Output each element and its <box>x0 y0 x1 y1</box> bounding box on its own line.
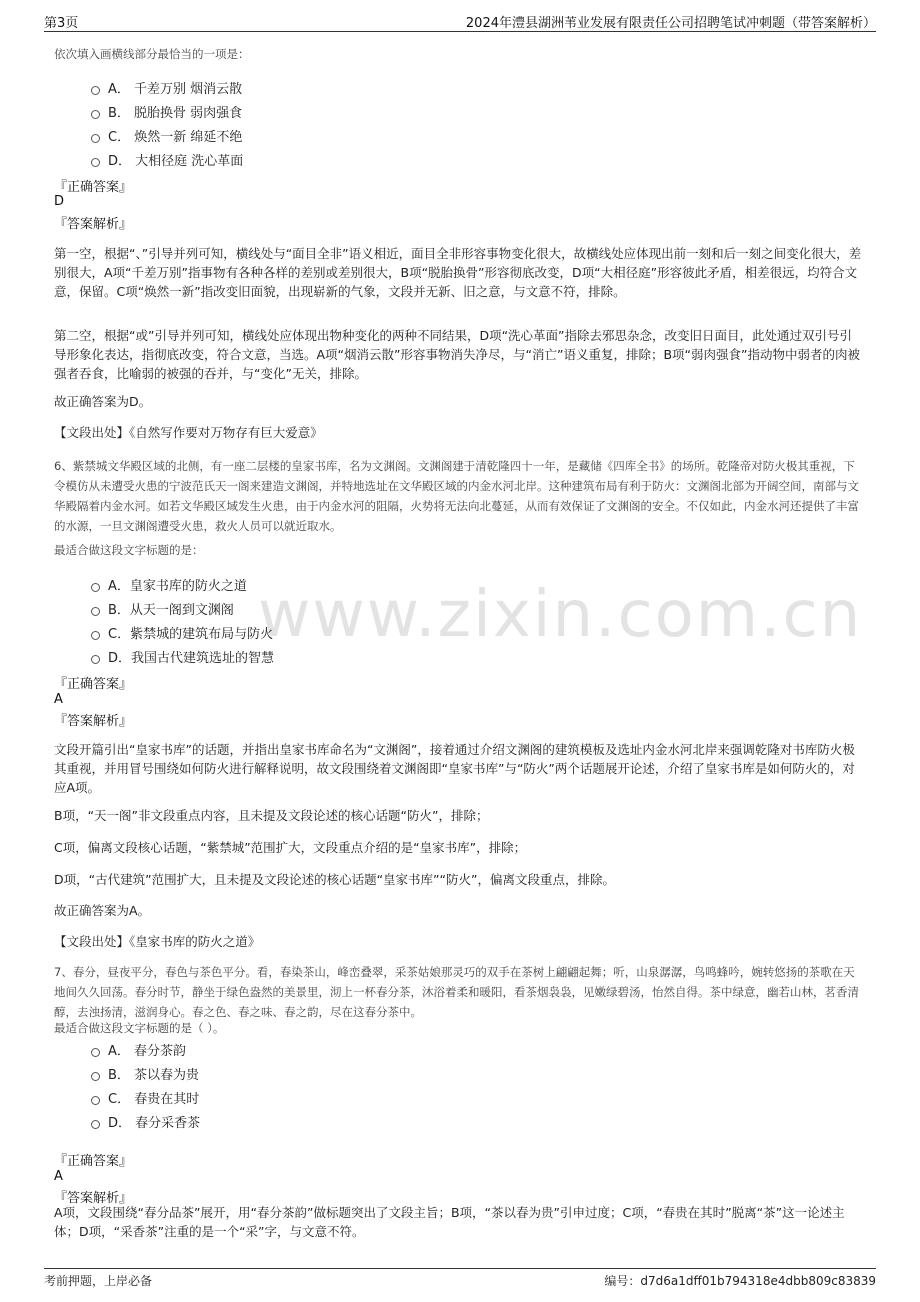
q7-answer-label: 『正确答案』 <box>54 1154 133 1169</box>
q7-option-a[interactable]: A． 春分茶韵 <box>108 1044 187 1059</box>
q7-option-b[interactable]: B． 茶以春为贵 <box>108 1068 200 1083</box>
q7-analysis-p1: A项，文段围绕“春分品茶”展开，用“春分茶韵”做标题突出了文段主旨；B项，“茶以春为贵”引申过度；C项，“春贵在其时”脱离“茶”这一论述主体；D项，“采香茶”注重的是一个“采”字，与文意不符。 <box>54 1205 845 1239</box>
q7-option-b-radio[interactable] <box>91 1072 100 1081</box>
q6-analysis-p2: B项，“天一阁”非文段重点内容，且未提及文段论述的核心话题“防火”，排除； <box>54 808 489 823</box>
q6-source: 【文段出处】《皇家书库的防火之道》 <box>54 934 261 949</box>
q5-analysis-p1: 第一空，根据“、”引导并列可知，横线处与“面目全非”语义相近，面目全非形容事物变化很大，故横线处应体现出前一刻和后一刻之间变化很大，差别很大，A项“千差万别”指事物有各种各样的差别或差别很大，B项“脱胎换骨”形容彻底改变，D项“大相径庭”形容彼此矛盾，相差很远，均符合文意，保留。C项“焕然一新”指改变旧面貌，出现崭新的气象，文段并无新、旧之意，与文意不符，排除。 <box>54 246 862 299</box>
q6-analysis-label: 『答案解析』 <box>54 714 133 729</box>
q5-option-b[interactable]: B． 脱胎换骨 弱肉强食 <box>108 106 243 121</box>
q5-option-d[interactable]: D． 大相径庭 洗心革面 <box>108 154 244 169</box>
q5-option-a-radio[interactable] <box>91 86 100 95</box>
q7-option-c[interactable]: C． 春贵在其时 <box>108 1092 200 1107</box>
q5-source: 【文段出处】《自然写作要对万物存有巨大爱意》 <box>54 425 323 440</box>
q7-answer: A <box>54 1169 63 1184</box>
q5-option-a[interactable]: A． 千差万别 烟消云散 <box>108 82 243 97</box>
watermark: www.zixin.com.cn <box>258 578 863 652</box>
q6-option-d-radio[interactable] <box>91 655 100 664</box>
footer-slogan: 考前押题，上岸必备 <box>44 1274 153 1288</box>
q7-option-d-radio[interactable] <box>91 1120 100 1129</box>
q6-answer-label: 『正确答案』 <box>54 677 133 692</box>
q5-option-d-radio[interactable] <box>91 158 100 167</box>
q6-analysis-p4: D项，“古代建筑”范围扩大，且未提及文段论述的核心话题“皇家书库”“防火”，偏离文段重点，排除。 <box>54 872 615 887</box>
q6-option-b-radio[interactable] <box>91 607 100 616</box>
q7-stem: 7、春分，昼夜平分，春色与茶色平分。看，春染茶山，峰峦叠翠，采茶姑娘那灵巧的双手在茶树上翩翩起舞；听，山泉潺潺，鸟鸣蜂吟，婉转悠扬的茶歌在天地间久久回荡。春分时节，静坐于绿色盎然的美景里，沏上一杯春分茶，沐浴着柔和暖阳，看茶烟袅袅，见嫩绿碧汤，怡然自得。茶中绿意，幽若山林，茗香清醇，去浊扬清，滋润身心。春之色、春之味、春之韵，尽在这春分茶中。 <box>54 965 859 1019</box>
q5-conclusion: 故正确答案为D。 <box>54 394 152 409</box>
q5-prompt: 依次填入画横线部分最恰当的一项是： <box>54 47 250 61</box>
footer-code-value: d7d6a1dff01b794318e4dbb809c83839 <box>640 1274 876 1288</box>
q6-option-c[interactable]: C．紫禁城的建筑布局与防火 <box>108 627 274 642</box>
q5-answer-label: 『正确答案』 <box>54 180 133 195</box>
q7-analysis-label: 『答案解析』 <box>54 1191 133 1206</box>
q7-option-d[interactable]: D． 春分采香茶 <box>108 1116 201 1131</box>
q7-prompt: 最适合做这段文字标题的是（ ）。 <box>54 1021 225 1035</box>
q6-conclusion: 故正确答案为A。 <box>54 903 151 918</box>
q5-option-b-radio[interactable] <box>91 110 100 119</box>
footer-rule <box>44 1268 876 1269</box>
q6-option-d[interactable]: D．我国古代建筑选址的智慧 <box>108 651 275 666</box>
q5-analysis-p2: 第二空，根据“或”引导并列可知，横线处应体现出物种变化的两种不同结果，D项“洗心革面”指除去邪思杂念，改变旧日面目，此处通过双引号引导形象化表达，指彻底改变，符合文意，当选。A项“烟消云散”形容事物消失净尽，与“消亡”语义重复，排除；B项“弱肉强食”指动物中弱者的肉被强者吞食，比喻弱的被强的吞并，与“变化”无关，排除。 <box>54 328 860 381</box>
footer-code <box>604 1272 876 1289</box>
q6-option-a[interactable]: A．皇家书库的防火之道 <box>108 579 247 594</box>
q5-answer: D <box>54 194 65 209</box>
q6-prompt: 最适合做这段文字标题的是： <box>54 543 204 557</box>
q6-stem: 6、紫禁城文华殿区域的北侧，有一座二层楼的皇家书库，名为文渊阁。文渊阁建于清乾隆四十一年，是藏储《四库全书》的场所。乾隆帝对防火极其重视，下令模仿从未遭受火患的宁波范氏天一阁来建造文渊阁，并特地选址在文华殿区域的内金水河北岸。这种建筑布局有利于防火：文渊阁北部为开阔空间，南部与文华殿隔着内金水河。如若文华殿区域发生火患，由于内金水河的阻隔，火势将无法向北蔓延，从而有效保证了文渊阁的安全。不仅如此，内金水河还提供了丰富的水源，一旦文渊阁遭受火患，救火人员可以就近取水。 <box>54 459 859 533</box>
q5-option-c-radio[interactable] <box>91 134 100 143</box>
q6-analysis-p3: C项，偏离文段核心话题，“紫禁城”范围扩大，文段重点介绍的是“皇家书库”，排除； <box>54 840 527 855</box>
q7-option-a-radio[interactable] <box>91 1048 100 1057</box>
footer-code-label: 编号： <box>604 1274 641 1288</box>
document-title: 2024年澧县湖洲苇业发展有限责任公司招聘笔试冲刺题（带答案解析） <box>465 16 876 31</box>
q6-answer: A <box>54 692 63 707</box>
header-rule <box>44 31 876 32</box>
q6-option-b[interactable]: B．从天一阁到文渊阁 <box>108 603 234 618</box>
page-number: 第3页 <box>44 16 79 31</box>
q6-option-a-radio[interactable] <box>91 583 100 592</box>
q6-analysis-p1: 文段开篇引出“皇家书库”的话题，并指出皇家书库命名为“文渊阁”，接着通过介绍文渊阁的建筑模板及选址内金水河北岸来强调乾隆对书库防火极其重视，并用冒号围绕如何防火进行解释说明，故文段围绕着文渊阁即“皇家书库”与“防火”两个话题展开论述，介绍了皇家书库是如何防火的，对应A项。 <box>54 742 855 795</box>
q7-option-c-radio[interactable] <box>91 1096 100 1105</box>
q5-analysis-label: 『答案解析』 <box>54 217 133 232</box>
q5-option-c[interactable]: C． 焕然一新 绵延不绝 <box>108 130 243 145</box>
q6-option-c-radio[interactable] <box>91 631 100 640</box>
